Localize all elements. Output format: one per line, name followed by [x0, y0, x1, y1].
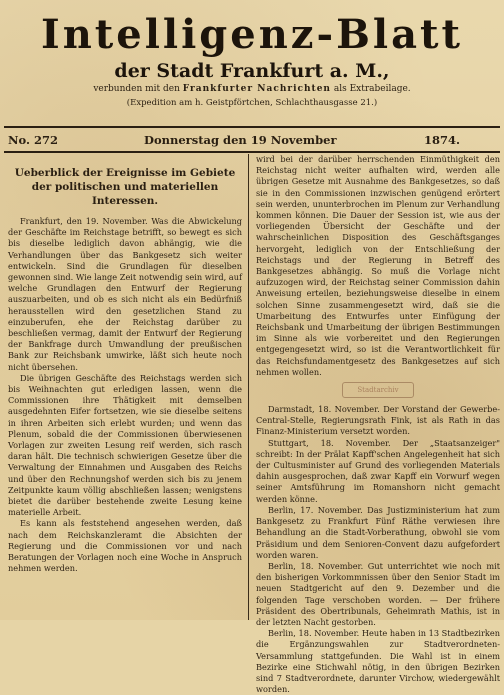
issue-date: Donnerstag den 19 November [144, 133, 337, 147]
expedition-note: (Expedition am h. Geistpförtchen, Schlachthausgasse 21.) [126, 98, 378, 108]
news-item: Stuttgart, 18. November. Der „Staatsanzeiger" schreibt: In der Prälat Kapff'schen Angelegenheit hat sich der Cultusminister auf Grund des vorliegenden Materials dahin ausgesprochen, daß zwar Kapff ein Vorwurf wegen seiner Amtsführung im Romanshorn nicht gemacht werden könne. [256, 437, 500, 504]
dateline [4, 130, 500, 150]
news-item: Berlin, 18. November. Gut unterrichtet wie noch mit den bisherigen Vorkommnissen über den Senior Stadt im neuen Stadtgericht auf den 9. Dezember und die folgenden Tage verschoben worden. — Der frühere Präsident des Obertribunals, Geheimrath Mathis, ist in der letzten Nacht gestorben. [256, 560, 500, 627]
masthead-rule [4, 126, 500, 128]
paragraph: wird bei der darüber herrschenden Einmüthigkeit den Reichstag nicht weiter aufhalten wird, werden alle übrigen Gesetze mit Ausnahme des Bankgesetzes, so daß sie in den Commissionen inzwischen genügend erörtert sein werden, ununterbrochen im Plenum zur Verhandlung kommen können. Die Dauer der Session ist, wie aus der vorliegenden Übersicht der Geschäfte und der wahrscheinlichen Disposition des Geschäftsganges hervorgeht, lediglich von der Entschließung der Reichstags und der Regierung in Betreff des Bankgesetzes abhängig. So muß die Vorlage nicht aufzuzogen wird, der Reichstag seiner Commission dahin Anweisung erteilen, beziehungsweise dieselbe in einem solchen Sinne zusammengesetzt wird, daß sie die Umarbeitung des Entwurfes unter Einfügung der Reichsbank und Umarbeitung der übrigen Bestimmungen im Sinne als wie vorbereitet und den Regierungen entgegengesetzt wird, so ist die Verantwortlichkeit für das Reichsfundamentgesetz des Bankgesetzes auf sich nehmen wollen. [256, 154, 500, 377]
subline-bold: Frankfurter Nachrichten [182, 84, 331, 94]
issue-number: No. 272 [8, 133, 58, 147]
archive-stamp: Stadtarchiv [342, 382, 414, 398]
left-column [8, 160, 242, 575]
masthead [0, 4, 504, 109]
right-column [256, 154, 500, 695]
paragraph: Frankfurt, den 19. November. Was die Abwickelung der Geschäfte im Reichstage betrifft, so bewegt es sich bis dieselbe lediglich davon abhängig, wie die Verhandlungen über das Bankgesetz sich weiter entwickeln. Sind die Grundlagen für dieselben gewonnen sind. Wie lange Zeit notwendig sein wird, auf welche Grundlagen den Entwurf der Regierung auszuarbeiten, und ob es sich nicht als ein Bedürfniß herausstellen wird den gesetzlichen Stand zu einzuberufen, ehe der Reichstag darüber zu beschließen vermag, damit der Entwurf der Regierung der Bankfrage durch Umwandlung der preußischen Bank zur Reichsbank umwirke, läßt sich heute noch nicht übersehen. [8, 216, 242, 372]
newspaper-subline [0, 83, 504, 96]
newspaper-title: Intelligenz-Blatt [41, 11, 463, 58]
subline-post: als Extrabeilage. [333, 84, 411, 94]
article-heading: Ueberblick der Ereignisse im Gebiete der politischen und materiellen Interessen. [14, 167, 236, 207]
news-item: Berlin, 17. November. Das Justizministerium hat zum Bankgesetz zu Frankfurt Fünf Räthe verwiesen ihre Behandlung an die Stadt-Vorberathung, obwohl sie vom Präsidium und dem Senioren-Convent dazu aufgefordert worden waren. [256, 504, 500, 560]
subline-pre: verbunden mit den [93, 84, 180, 94]
column-divider [248, 154, 249, 620]
newspaper-subtitle: der Stadt Frankfurt a. M., [114, 60, 390, 82]
news-item: Darmstadt, 18. November. Der Vorstand der Gewerbe-Central-Stelle, Regierungsrath Fink, ist als Rath in das Finanz-Ministerium versetzt worden. [256, 404, 500, 437]
paragraph: Die übrigen Geschäfte des Reichstags werden sich bis Weihnachten gut erledigen lassen, wenn die Commissionen ihre Thätigkeit mit demselben ausgedehnten Eifer fortsetzen, wie sie dieselbe seitens in ihren Arbeiten sich erlebt wurden; und wenn das Plenum, sobald die der Commissionen überwiesenen Vorlagen zur zweiten Lesung reif werden, sich rasch daran hält. Die technisch schwierigen Gesetze über die Verwaltung der Einnahmen und Ausgaben des Reichs und über den Rechnungshof werden sich bis zu jenem Zeitpunkte kaum völlig abschließen lassen; wenigstens bietet die darüber bestehende zweite Lesung keine materielle Arbeit. [8, 372, 242, 518]
issue-year: 1874. [423, 133, 460, 147]
paragraph: Es kann als feststehend angesehen werden, daß nach dem Reichskanzleramt die Absichten der Regierung und die Commissionen vor und nach Beratungen der Vorlagen noch eine Woche in Anspruch nehmen werden. [8, 518, 242, 574]
news-item: Berlin, 18. November. Heute haben in 13 Stadtbezirken die Ergänzungswahlen zur Stadtverordneten-Versammlung stattgefunden. Die Wahl ist in einem Bezirke eine Stichwahl nötig, in den übrigen Bezirken sind 7 Stadtverordnete, darunter Virchow, wiedergewählt worden. [256, 628, 500, 695]
dateline-rule [4, 151, 500, 153]
